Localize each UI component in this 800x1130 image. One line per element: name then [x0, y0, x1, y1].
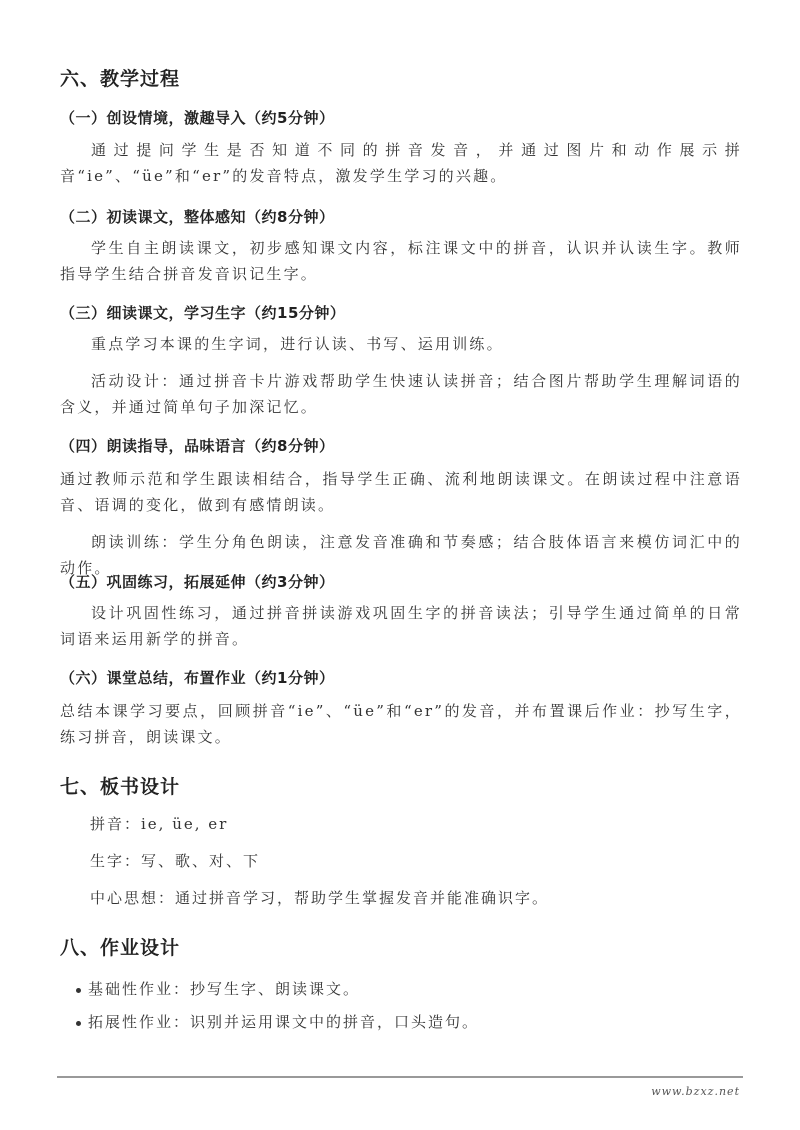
board-line-characters: 生字：写、歌、对、下 — [90, 852, 261, 870]
step-paragraph: 通过提问学生是否知道不同的拼音发音，并通过图片和动作展示拼音“ie”、“üe”和“er”的发音特点，激发学生学习的兴趣。 — [60, 141, 742, 185]
bullet-icon — [76, 1021, 81, 1026]
step-paragraph: 通过教师示范和学生跟读相结合，指导学生正确、流利地朗读课文。在朗读过程中注意语音、语调的变化，做到有感情朗读。 — [60, 470, 742, 514]
board-line-main-idea: 中心思想：通过拼音学习，帮助学生掌握发音并能准确识字。 — [90, 889, 550, 907]
homework-item-text: 拓展性作业：识别并运用课文中的拼音，口头造句。 — [88, 1013, 480, 1031]
step-paragraph: 活动设计：通过拼音卡片游戏帮助学生快速认读拼音；结合图片帮助学生理解词语的含义，并通过简单句子加深记忆。 — [60, 372, 742, 416]
step-heading-6: （六）课堂总结，布置作业（约1分钟） — [60, 669, 335, 687]
step-paragraph: 总结本课学习要点，回顾拼音“ie”、“üe”和“er”的发音，并布置课后作业：抄写生字，练习拼音，朗读课文。 — [60, 702, 742, 746]
step-heading-1: （一）创设情境，激趣导入（约5分钟） — [60, 109, 335, 127]
step-heading-4: （四）朗读指导，品味语言（约8分钟） — [60, 437, 335, 455]
step-paragraph: 重点学习本课的生字词，进行认读、书写、运用训练。 — [91, 335, 504, 353]
watermark: bzxz.net — [378, 978, 795, 1076]
bullet-icon — [76, 988, 81, 993]
section-title-board-design: 七、板书设计 — [60, 776, 181, 798]
step-heading-3: （三）细读课文，学习生字（约15分钟） — [60, 304, 346, 322]
step-paragraph: 设计巩固性练习，通过拼音拼读游戏巩固生字的拼音读法；引导学生通过简单的日常词语来运用新学的拼音。 — [60, 604, 742, 648]
step-heading-2: （二）初读课文，整体感知（约8分钟） — [60, 208, 335, 226]
section-title-teaching-process: 六、教学过程 — [60, 68, 181, 90]
section-title-homework: 八、作业设计 — [60, 937, 181, 959]
step-paragraph: 学生自主朗读课文，初步感知课文内容，标注课文中的拼音，认识并认读生字。教师指导学生结合拼音发音识记生字。 — [60, 239, 742, 283]
homework-item — [76, 978, 360, 999]
step-paragraph: 朗读训练：学生分角色朗读，注意发音准确和节奏感；结合肢体语言来模仿词汇中的动作。 — [60, 533, 742, 577]
step-heading-5: （五）巩固练习，拓展延伸（约3分钟） — [60, 573, 335, 591]
homework-item — [76, 1011, 479, 1032]
footer-url: www.bzxz.net — [651, 1085, 740, 1098]
footer-divider — [57, 1076, 743, 1078]
homework-item-text: 基础性作业：抄写生字、朗读课文。 — [88, 980, 361, 998]
board-line-pinyin: 拼音：ie, üe, er — [90, 815, 229, 833]
